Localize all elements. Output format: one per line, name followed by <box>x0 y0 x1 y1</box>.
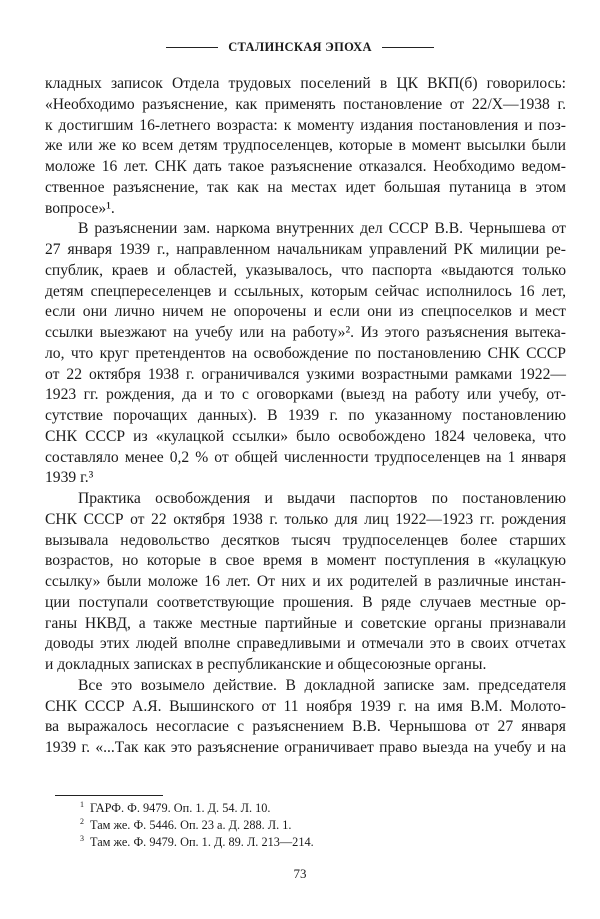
footnote-text: ГАРФ. Ф. 9479. Оп. 1. Д. 54. Л. 10. <box>90 801 271 815</box>
footnote-text: Там же. Ф. 9479. Оп. 1. Д. 89. Л. 213—214. <box>90 835 314 849</box>
text-line: доводы этих людей вполне справедливыми и отмечали это в своих отчетах <box>45 635 566 653</box>
text-line: к достигшим 16-летнего возраста: к моменту издания постановления и поз- <box>45 116 566 134</box>
text-line: СНК СССР А.Я. Вышинского от 11 ноября 1939 г. на имя В.М. Молото- <box>45 697 566 715</box>
text-line: Практика освобождения и выдачи паспортов по постановлению <box>78 490 566 507</box>
text-line: же или же ко всем детям трудпоселенцев, которые в момент высылки были <box>45 137 566 155</box>
text-line: ции поступали соответствующие прошения. В ряде случаев местные ор- <box>45 593 566 611</box>
running-header-title: СТАЛИНСКАЯ ЭПОХА <box>228 40 372 54</box>
text-line: кладных записок Отдела трудовых поселений в ЦК ВКП(б) говорилось: <box>45 75 566 92</box>
text-line: составляло менее 0,2 % от общей численности трудпоселенцев на 1 января <box>45 448 566 466</box>
footnote-text: Там же. Ф. 5446. Оп. 23 а. Д. 288. Л. 1. <box>90 818 292 832</box>
page-number: 73 <box>293 866 307 881</box>
paragraph <box>45 676 566 759</box>
text-line: возрастов, но которые в свое время в момент поступления в «кулацкую <box>45 552 566 570</box>
text-line: сутствие порочащих данных). В 1939 г. по указанному постановлению <box>45 407 566 424</box>
text-line: 1939 г. «...Так как это разъяснение ограничивает право выезда на учебу и на <box>45 739 566 756</box>
footnote <box>80 817 314 834</box>
footnote-separator <box>55 795 163 796</box>
footnote <box>80 834 314 851</box>
text-line: вызывала недовольство десятков тысяч трудпоселенцев более старших <box>45 531 566 549</box>
text-line: если они лично ничем не опорочены и если они из спецпоселков и мест <box>45 303 566 321</box>
text-line: вопросе»¹. <box>45 199 115 217</box>
paragraph <box>45 74 566 219</box>
text-line: ссылку» были моложе 16 лет. От них и их родителей в различные инстан- <box>45 573 566 590</box>
footnote-mark: 1 <box>80 799 84 809</box>
text-line: 1939 г.³ <box>45 469 94 487</box>
text-line: 27 января 1939 г., направленном начальникам управлений РК милиции ре- <box>45 241 566 258</box>
paragraph <box>45 219 566 489</box>
text-line: 1923 гг. рождения, да и то с оговорками (выезд на работу или учебу, от- <box>45 386 566 404</box>
text-line: СНК СССР от 22 октября 1938 г. только для лиц 1922—1923 гг. рождения <box>45 510 566 528</box>
footnote-mark: 2 <box>80 816 84 826</box>
text-line: ганы НКВД, а также местные партийные и советские органы признавали <box>45 614 566 632</box>
paragraph <box>45 489 566 676</box>
text-line: «Необходимо разъяснение, как применять постановление от 22/X—1938 г. <box>45 95 566 113</box>
text-line: ва выражалось несогласие с разъяснением В.В. Чернышова от 27 января <box>45 718 566 736</box>
footnotes <box>80 800 314 851</box>
header-rule-right <box>382 47 434 48</box>
text-line: ственное разъяснение, так как на местах идет большая путаница в этом <box>45 178 566 196</box>
text-line: Все это возымело действие. В докладной записке зам. председателя <box>78 676 566 694</box>
text-line: СНК СССР из «кулацкой ссылки» было освобождено 1824 человека, что <box>45 427 566 445</box>
running-header <box>0 40 600 55</box>
text-line: от 22 октября 1938 г. ограничивался узкими возрастными рамками 1922— <box>45 365 566 383</box>
body-text <box>45 74 566 759</box>
text-line: ло, что круг претендентов на освобождение по постановлению СНК СССР <box>45 344 566 362</box>
text-line: ссылки выезжают на учебу или на работу»². Из этого разъяснения вытека- <box>45 324 566 341</box>
text-line: моложе 16 лет. СНК дать такое разъяснение отказался. Необходимо ведом- <box>45 158 566 175</box>
footnote <box>80 800 314 817</box>
text-line: и докладных записках в республиканские и общесоюзные органы. <box>45 656 487 673</box>
text-line: детям спецпереселенцев и ссыльных, которым сейчас исполнилось 16 лет, <box>45 282 566 300</box>
text-line: В разъяснении зам. наркома внутренних дел СССР В.В. Чернышева от <box>78 220 566 238</box>
header-rule-left <box>166 47 218 48</box>
text-line: спублик, краев и областей, указывалось, что паспорта «выдаются только <box>45 261 566 279</box>
footnote-mark: 3 <box>80 833 84 843</box>
